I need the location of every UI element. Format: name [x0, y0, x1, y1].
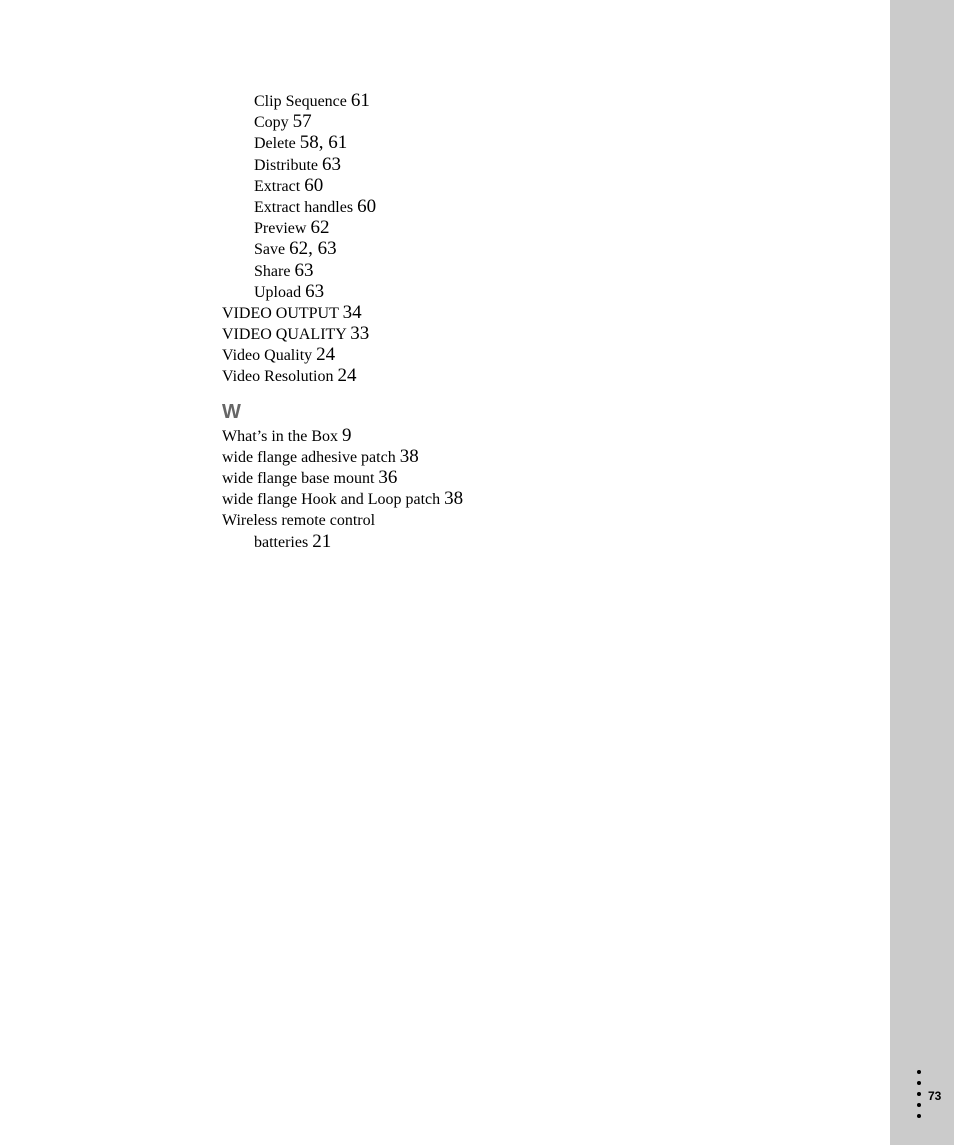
index-entry: Delete 58, 61 [254, 132, 348, 154]
index-entry: Extract handles 60 [254, 195, 377, 217]
index-entry: Extract 60 [254, 174, 324, 196]
index-entry: Wireless remote control [222, 512, 376, 530]
page-dots-decoration [917, 1070, 923, 1125]
index-list [222, 90, 842, 552]
index-entry: batteries 21 [254, 530, 332, 552]
page-number: 73 [928, 1089, 942, 1103]
index-entry: Clip Sequence 61 [254, 90, 370, 111]
dot [917, 1070, 921, 1074]
index-entry: VIDEO QUALITY 33 [222, 323, 370, 345]
index-entry: Save 62, 63 [254, 238, 337, 260]
index-entry: What’s in the Box 9 [222, 424, 352, 446]
index-entry: wide flange adhesive patch 38 [222, 445, 419, 467]
dot [917, 1114, 921, 1118]
index-entry: VIDEO OUTPUT 34 [222, 301, 362, 323]
index-entry: Distribute 63 [254, 153, 341, 175]
index-entry: Video Resolution 24 [222, 365, 357, 387]
index-entry: Video Quality 24 [222, 344, 336, 366]
dot [917, 1092, 921, 1096]
dot [917, 1103, 921, 1107]
page-edge-tab [890, 0, 954, 1145]
index-entry: wide flange base mount 36 [222, 467, 398, 488]
section-letter-heading: W [222, 400, 241, 423]
index-entry: Share 63 [254, 259, 314, 281]
index-entry: Preview 62 [254, 217, 330, 239]
index-entry: Copy 57 [254, 111, 312, 133]
index-entry: Upload 63 [254, 280, 325, 302]
index-entry: wide flange Hook and Loop patch 38 [222, 488, 464, 510]
dot [917, 1081, 921, 1085]
